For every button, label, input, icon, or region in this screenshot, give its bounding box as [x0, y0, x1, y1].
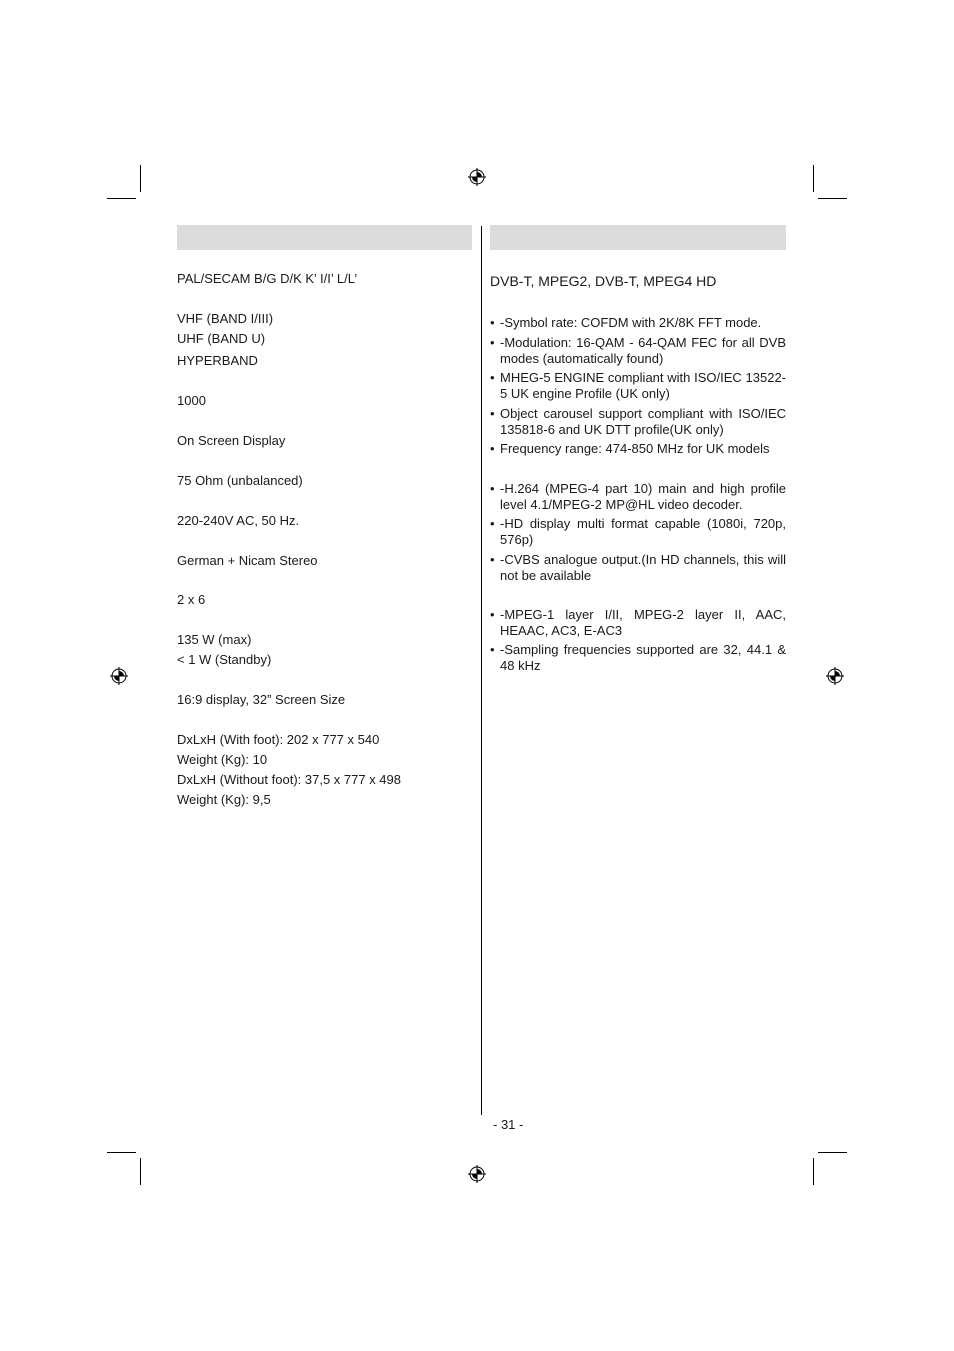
- bullet-icon: •: [490, 406, 495, 421]
- bullet-icon: •: [490, 370, 495, 385]
- crop-mark: [818, 1152, 847, 1153]
- spec-line: 2 x 6: [177, 592, 206, 607]
- spec-line: VHF (BAND I/III): [177, 311, 274, 326]
- spec-line: 16:9 display, 32” Screen Size: [177, 692, 346, 707]
- bullet-icon: •: [490, 642, 495, 657]
- crop-mark: [140, 165, 141, 192]
- list-item: [490, 406, 786, 437]
- list-item: [490, 335, 786, 366]
- list-item: [490, 516, 786, 547]
- crop-mark: [140, 1158, 141, 1185]
- list-item: [490, 481, 786, 512]
- digital-reception-title: DVB-T, MPEG2, DVB-T, MPEG4 HD: [490, 273, 717, 289]
- list-item: [490, 370, 786, 401]
- crop-mark: [107, 198, 136, 199]
- page-number: - 31 -: [493, 1117, 524, 1132]
- bullet-icon: •: [490, 481, 495, 496]
- registration-mark-icon: [468, 1165, 486, 1183]
- bullet-text: -HD display multi format capable (1080i, 720p, 576p): [500, 516, 786, 547]
- registration-mark-icon: [826, 667, 844, 685]
- spec-line: PAL/SECAM B/G D/K K’ I/I’ L/L’: [177, 271, 358, 286]
- column-divider: [481, 226, 482, 1115]
- bullet-icon: •: [490, 441, 495, 456]
- spec-line: 1000: [177, 393, 206, 408]
- list-item: [490, 642, 786, 673]
- bullet-text: Object carousel support compliant with ISO/IEC 135818-6 and UK DTT profile(UK only): [500, 406, 786, 437]
- bullet-icon: •: [490, 516, 495, 531]
- bullet-text: -Modulation: 16-QAM - 64-QAM FEC for all DVB modes (automatically found): [500, 335, 786, 366]
- spec-line: DxLxH (Without foot): 37,5 x 777 x 498: [177, 772, 401, 787]
- crop-mark: [107, 1152, 136, 1153]
- bullet-text: -CVBS analogue output.(In HD channels, this will not be available: [500, 552, 786, 583]
- left-header-bar: [177, 225, 472, 250]
- spec-line: 220-240V AC, 50 Hz.: [177, 513, 300, 528]
- bullet-icon: •: [490, 607, 495, 622]
- spec-line: 75 Ohm (unbalanced): [177, 473, 303, 488]
- crop-mark: [818, 198, 847, 199]
- spec-line: 135 W (max): [177, 632, 252, 647]
- bullet-text: -MPEG-1 layer I/II, MPEG-2 layer II, AAC, HEAAC, AC3, E-AC3: [500, 607, 786, 638]
- spec-line: HYPERBAND: [177, 353, 258, 368]
- spec-line: DxLxH (With foot): 202 x 777 x 540: [177, 732, 380, 747]
- bullet-text: -Sampling frequencies supported are 32, 44.1 & 48 kHz: [500, 642, 786, 673]
- bullet-text: -H.264 (MPEG-4 part 10) main and high profile level 4.1/MPEG-2 MP@HL video decoder.: [500, 481, 786, 512]
- registration-mark-icon: [110, 667, 128, 685]
- crop-mark: [813, 1158, 814, 1185]
- spec-line: < 1 W (Standby): [177, 652, 272, 667]
- bullet-icon: •: [490, 335, 495, 350]
- spec-line: On Screen Display: [177, 433, 286, 448]
- spec-line: German + Nicam Stereo: [177, 553, 318, 568]
- bullet-icon: •: [490, 315, 495, 330]
- registration-mark-icon: [468, 168, 486, 186]
- bullet-icon: •: [490, 552, 495, 567]
- right-header-bar: [490, 225, 786, 250]
- list-item: [490, 552, 786, 583]
- spec-line: UHF (BAND U): [177, 331, 266, 346]
- bullet-text: Frequency range: 474-850 MHz for UK models: [500, 441, 770, 456]
- list-item: [490, 315, 786, 331]
- bullet-text: MHEG-5 ENGINE compliant with ISO/IEC 13522-5 UK engine Profile (UK only): [500, 370, 786, 401]
- list-item: [490, 441, 786, 457]
- spec-line: Weight (Kg): 10: [177, 752, 268, 767]
- bullet-text: -Symbol rate: COFDM with 2K/8K FFT mode.: [500, 315, 762, 330]
- spec-line: Weight (Kg): 9,5: [177, 792, 271, 807]
- list-item: [490, 607, 786, 638]
- crop-mark: [813, 165, 814, 192]
